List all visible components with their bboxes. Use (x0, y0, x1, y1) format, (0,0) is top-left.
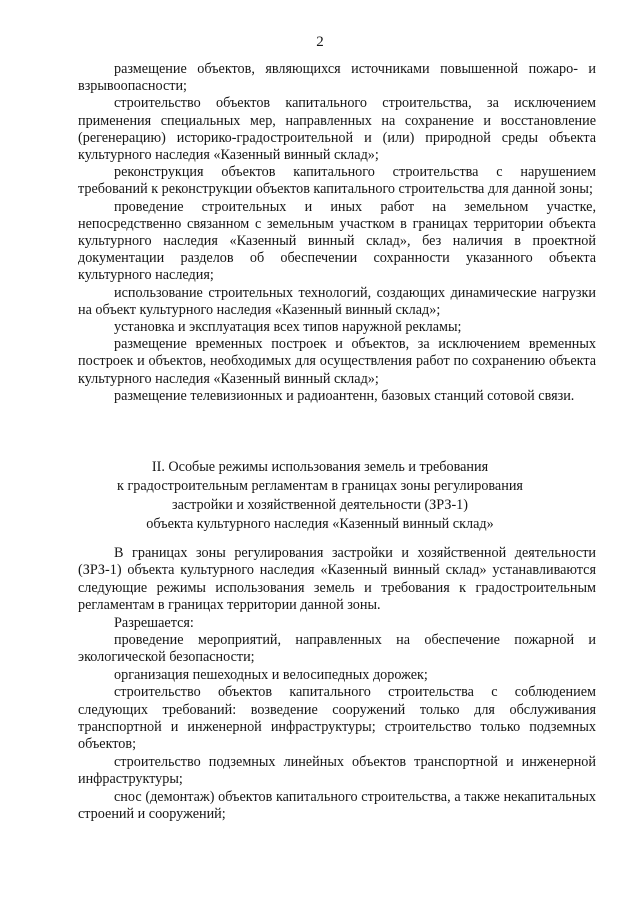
list-item: размещение телевизионных и радиоантенн, базовых станций сотовой связи. (114, 387, 575, 404)
list-item: строительство объектов капитального строительства, за исключением применения специальных мер, направленных на сохранение и восстановление (регенерацию) историко-градостроительной и (или) природной среды объекта культурного наследия «Казенный винный склад»; (78, 95, 596, 164)
list-item: реконструкция объектов капитального строительства с нарушением требований к реконструкции объектов капитального строительства для данной зоны; (78, 164, 596, 198)
list-item: организация пешеходных и велосипедных дорожек; (114, 666, 428, 683)
list-item: снос (демонтаж) объектов капитального строительства, а также некапитальных строений и сооружений; (78, 788, 596, 823)
list-item: строительство подземных линейных объектов транспортной и инженерной инфраструктуры; (78, 753, 596, 788)
section-heading (0, 458, 640, 534)
list-item: размещение объектов, являющихся источниками повышенной пожаро- и взрывоопасности; (78, 61, 596, 95)
list-item: установка и эксплуатация всех типов наружной рекламы; (114, 319, 462, 336)
section-body (78, 545, 596, 824)
section-heading-line: II. Особые режимы использования земель и требования (151, 459, 489, 475)
prohibited-list (78, 61, 596, 405)
list-item: использование строительных технологий, создающих динамические нагрузки на объект культурного наследия «Казенный винный склад»; (78, 284, 596, 318)
section-intro: В границах зоны регулирования застройки и хозяйственной деятельности (ЗРЗ-1) объекта культурного наследия «Казенный винный склад» устанавливаются следующие режимы использования земель и требования к градостроительным регламентам в границах территории данной зоны. (78, 545, 596, 614)
section-heading-line: объекта культурного наследия «Казенный винный склад» (146, 516, 494, 532)
list-item: проведение строительных и иных работ на земельном участке, непосредственно связанном с земельным участком в границах территории объекта культурного наследия «Казенный винный склад», без наличия в проектной документации разделов об обеспечении сохранности указанного объекта культурного наследия; (78, 198, 596, 284)
section-heading-line: застройки и хозяйственной деятельности (ЗРЗ-1) (171, 497, 469, 513)
list-item: проведение мероприятий, направленных на обеспечение пожарной и экологической безопасности; (78, 632, 596, 666)
list-item: размещение временных построек и объектов, за исключением временных построек и объектов, необходимых для осуществления работ по сохранению объекта культурного наследия «Казенный винный склад»; (78, 336, 596, 387)
page-number: 2 (316, 34, 324, 50)
section-heading-line: к градостроительным регламентам в границах зоны регулирования (117, 478, 523, 494)
allowed-label: Разрешается: (114, 614, 194, 631)
list-item: строительство объектов капитального строительства с соблюдением следующих требований: возведение сооружений только для обслуживания транспортной и инженерной инфраструктуры; строительство только подземных объектов; (78, 684, 596, 753)
